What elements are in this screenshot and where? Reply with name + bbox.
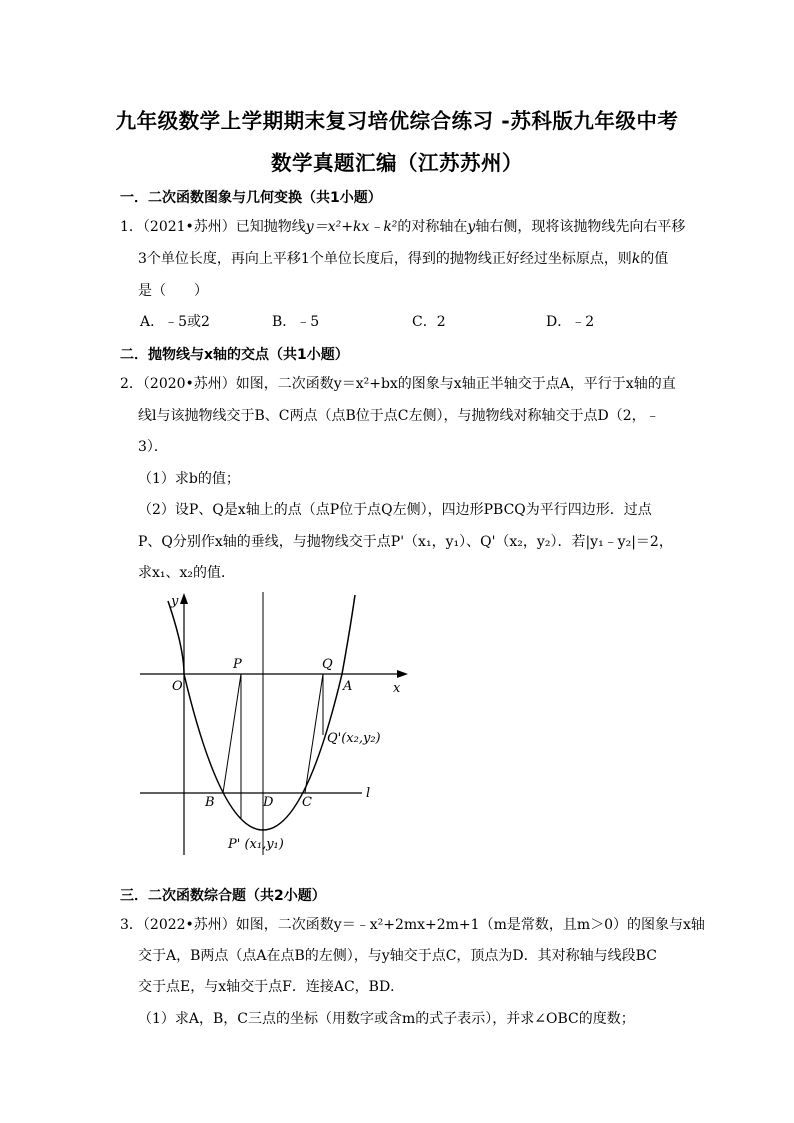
label-q-prime: Q'(x₂,y₂): [327, 731, 381, 746]
y-axis-arrow: [180, 593, 188, 604]
label-d: D: [263, 795, 274, 810]
section-2-heading: 二．抛物线与x轴的交点（共1小题）: [120, 347, 349, 363]
question-2-part-2-line-1: （2）设P、Q是x轴上的点（点P位于点Q左侧），四边形PBCQ为平行四边形．过点: [138, 502, 652, 518]
question-1-line-2: [138, 250, 668, 268]
label-p: P: [233, 657, 242, 672]
label-a: A: [343, 679, 353, 694]
label-l: l: [366, 786, 371, 801]
question-3-line-2: 交于A，B两点（点A在点B的左侧），与y轴交于点C，顶点为D．其对称轴与线段BC: [138, 948, 657, 964]
label-o: O: [172, 679, 183, 694]
parabola-curve: [168, 595, 355, 830]
label-x: x: [393, 681, 401, 696]
segment-qc: [305, 674, 323, 793]
question-2-line-1: 2．（2020•苏州）如图，二次函数y＝x²+bx的图象与x轴正半轴交于点A，平行于x轴的直: [120, 376, 676, 392]
document-title-line-2: 数学真题汇编（江苏苏州）: [271, 151, 523, 175]
section-1-heading: 一．二次函数图象与几何变换（共1小题）: [120, 190, 382, 206]
question-3-part-1: （1）求A，B，C三点的坐标（用数字或含m的式子表示），并求∠OBC的度数；: [138, 1011, 635, 1027]
x-axis-arrow: [397, 670, 408, 678]
label-p-prime: P' (x₁,y₁): [228, 837, 284, 852]
q1-y-var: y: [467, 219, 476, 235]
question-2-part-2-line-3: 求x₁、x₂的值．: [138, 565, 236, 581]
label-c: C: [302, 795, 312, 810]
document-title-line-1: 九年级数学上学期期末复习培优综合练习 -苏科版九年级中考: [115, 109, 679, 133]
question-2-part-2-line-2: P、Q分别作x轴的垂线，与抛物线交于点P'（x₁，y₁）、Q'（x₂，y₂）．若|y₁﹣y₂|＝2，: [138, 534, 673, 550]
parabola-figure: [130, 585, 420, 870]
label-q: Q: [322, 657, 333, 672]
q1-option-c: C．2: [412, 314, 446, 330]
question-2-line-2: 线l与该抛物线交于B、C两点（点B位于点C左侧），与抛物线对称轴交于点D（2，﹣: [138, 408, 660, 424]
label-b: B: [205, 795, 215, 810]
segment-pb: [223, 674, 241, 793]
q1-prefix: 1．（2021•苏州）已知抛物线: [120, 219, 306, 235]
question-1-line-1: [120, 218, 685, 236]
question-1-line-3: 是（ ）: [138, 283, 208, 299]
section-3-heading: 三．二次函数综合题（共2小题）: [120, 888, 326, 904]
q1-rest: 轴右侧，现将该抛物线先向右平移: [475, 219, 686, 235]
question-3-line-3: 交于点E，与x轴交于点F．连接AC，BD．: [138, 979, 405, 995]
q1-option-a: A．﹣5或2: [140, 314, 210, 330]
q1-line2-end: 的值: [640, 251, 669, 267]
q1-option-b: B．﹣5: [272, 314, 320, 330]
q1-k-var: k: [631, 251, 641, 267]
q1-option-d: D．﹣2: [546, 314, 595, 330]
question-3-line-1: 3．（2022•苏州）如图，二次函数y＝﹣x²+2mx+2m+1（m是常数，且m＞0）的图象与x轴: [120, 917, 705, 933]
q1-after-eq: 的对称轴在: [397, 219, 468, 235]
q1-line2-text: 3个单位长度，再向上平移1个单位长度后，得到的抛物线正好经过坐标原点，则: [138, 251, 632, 267]
label-y: y: [171, 594, 179, 609]
q1-equation: y＝x²+kx﹣k²: [305, 219, 398, 235]
question-2-part-1: （1）求b的值；: [138, 471, 240, 487]
question-2-line-3: 3）．: [138, 439, 168, 455]
